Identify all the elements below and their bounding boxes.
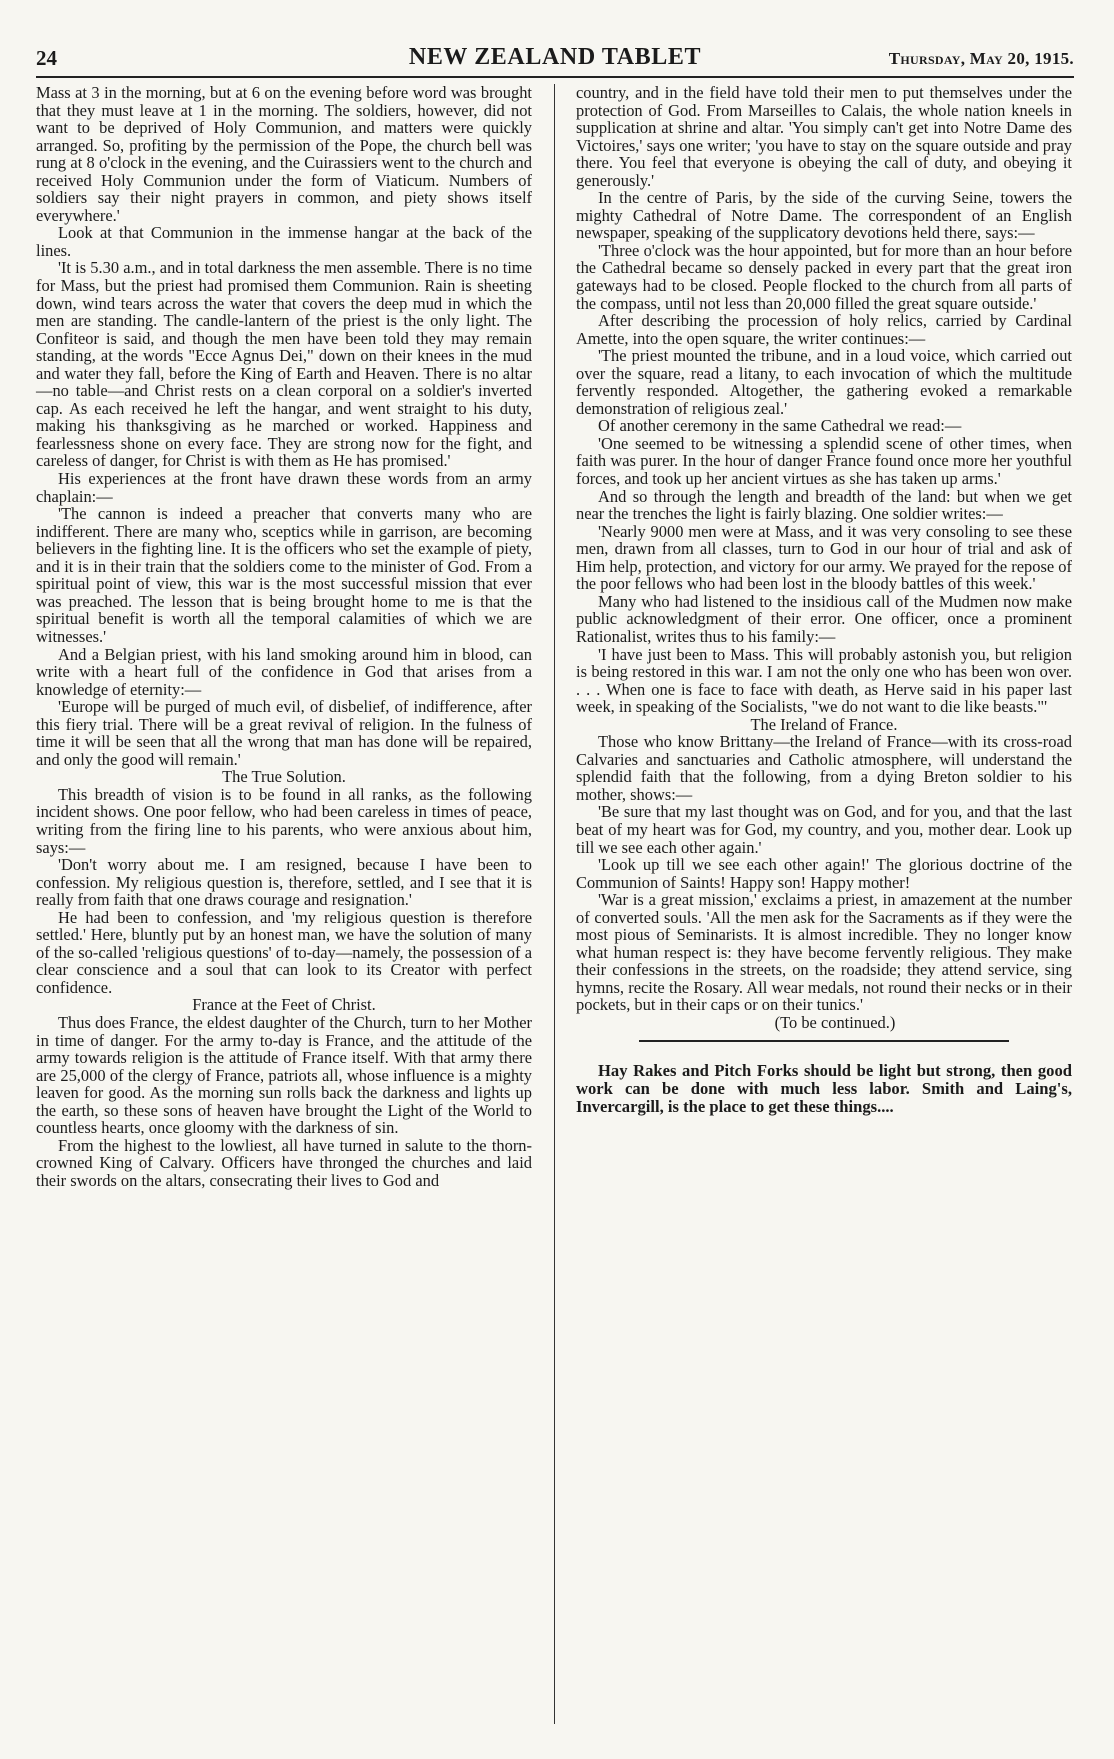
issue-date: Thursday, May 20, 1915. [888, 49, 1074, 68]
paragraph: Of another ceremony in the same Cathedral we read:— [598, 416, 962, 436]
paragraph: From the highest to the lowliest, all have turned in salute to the thorn-crowned King of Calvary. Officers have thronged the churches and laid their swords on the altars, consecrating their lives to God and [36, 1135, 532, 1190]
paragraph: 'It is 5.30 a.m., and in total darkness the men assemble. There is no time for Mass, but the priest had promised them Communion. Rain is sheeting down, wind tears across the water that covers the deep mud in which the men are standing. The candle-lantern of the priest is the only light. The Confiteor is said, and though the men have been told they may remain standing, at the words "Ecce Agnus Dei," down on their knees in the mud and water they fall, before the King of Earth and Heaven. There is no altar—no table—and Christ rests on a clean corporal on a soldier's inverted cap. As each received he left the hangar, and went straight to his duty, making his thanksgiving as he marched or worked. Happiness and fearlessness shone on every face. They are strong now for the fight, and careless of danger, for Christ is with them as He has promised.' [36, 258, 532, 471]
paragraph: Thus does France, the eldest daughter of the Church, turn to her Mother in time of danger. For the army to-day is France, and the attitude of the army towards religion is the attitude of France itself. With that army there are 25,000 of the clergy of France, patriots all, whose influence is a mighty leaven for good. As the morning sun rolls back the darkness and lights up the earth, so these sons of heaven have brought the Light of the World to countless hearts, once gloomy with the darkness of sin. [36, 1012, 532, 1138]
masthead [36, 44, 1074, 78]
paragraph: 'Be sure that my last thought was on God, and for you, and that the last beat of my heart was for God, my country, and you, mother dear. Look up till we see each other again.' [576, 802, 1072, 857]
paragraph: Mass at 3 in the morning, but at 6 on the evening before word was brought that they must leave at 1 in the morning. The soldiers, however, did not want to be deprived of Holy Communion, and matters were quickly arranged. So, profiting by the permission of the Pope, the church bell was rung at 8 o'clock in the evening, and the Cuirassiers went to the church and received Holy Communion under the form of Viaticum. Numbers of soldiers say their night prayers in common, and piety shows itself everywhere.' [36, 83, 532, 225]
paper-title: NEW ZEALAND TABLET [408, 44, 702, 70]
paragraph: He had been to confession, and 'my religious question is therefore settled.' Here, bluntly put by an honest man, we have the solution of many of the so-called 'religious questions' of to-day—namely, the possession of a clear conscience and a soul that can look to its Creator with perfect confidence. [36, 907, 532, 997]
paragraph: 'One seemed to be witnessing a splendid scene of other times, when faith was purer. In the hour of danger France found once more her youthful forces, and took up her ancient virtues as she has taken up arms.' [576, 433, 1072, 489]
paragraph: 'Europe will be purged of much evil, of disbelief, of indifference, after this fiery trial. There will be a great revival of religion. In the fulness of time it will be seen that all the wrong that man has done will be repaired, and only the good will remain.' [36, 697, 532, 769]
paragraph: 'The cannon is indeed a preacher that converts many who are indifferent. There are many who, sceptics while in garrison, are becoming believers in the fighting line. It is the officers who set the example of piety, and it is in their train that the soldiers come to the minister of God. From a spiritual point of view, this war is the most successful mission that ever was preached. The lesson that is being brought home to me is that the spiritual benefit is worth all the temporal calamities of which we are witnesses.' [36, 504, 532, 646]
paragraph: Those who know Brittany—the Ireland of France—with its cross-road Calvaries and sanctuaries and Catholic atmosphere, will understand the splendid faith that the following, from a dying Breton soldier to his mother, shows:— [576, 732, 1072, 804]
paragraph: In the centre of Paris, by the side of the curving Seine, towers the mighty Cathedral of Notre Dame. The correspondent of an English newspaper, speaking of the supplicatory devotions held there, says:— [576, 188, 1072, 243]
page-number: 24 [36, 46, 57, 70]
paragraph: 'Don't worry about me. I am resigned, because I have been to confession. My religious question is, therefore, settled, and I see that it is really from faith that one draws courage and resignation.' [36, 855, 532, 910]
section-heading: France at the Feet of Christ. [192, 995, 376, 1015]
section-heading: The True Solution. [222, 767, 346, 787]
paragraph: 'Look up till we see each other again!' The glorious doctrine of the Communion of Saints! Happy son! Happy mother! [576, 855, 1072, 892]
left-column [36, 84, 532, 1189]
column-divider [554, 84, 555, 1724]
paragraph: 'Three o'clock was the hour appointed, but for more than an hour before the Cathedral became so densely packed in every part that the great iron gateways had to be closed. People flocked to the church from all parts of the compass, until not less than 20,000 filled the great square outside.' [576, 240, 1072, 313]
section-heading: The Ireland of France. [750, 714, 898, 734]
paragraph: This breadth of vision is to be found in all ranks, as the following incident shows. One poor fellow, who had been careless in times of peace, writing from the firing line to his parents, who were anxious about him, says:— [36, 784, 532, 857]
paragraph: 'I have just been to Mass. This will probably astonish you, but religion is being restored in this war. I am not the only one who has been won over. . . . When one is face to face with death, as Herve said in his paper last week, in speaking of the Socialists, "we do not want to die like beasts."' [576, 644, 1072, 717]
advertisement: Hay Rakes and Pitch Forks should be light but strong, then good work can be done with much less labor. Smith and Laing's, Invercargill, is the place to get these things.... [576, 1060, 1072, 1116]
paragraph: country, and in the field have told their men to put themselves under the protection of God. From Marseilles to Calais, the whole nation kneels in supplication at shrine and altar. 'You simply can't get into Notre Dame des Victoires,' says one writer; 'you have to stay on the square outside and pray there. You feel that everyone is obeying the call of duty, and obeying it generously.' [576, 83, 1072, 190]
paragraph: And so through the length and breadth of the land: but when we get near the trenches the light is fairly blazing. One soldier writes:— [576, 486, 1072, 524]
paragraph: And a Belgian priest, with his land smoking around him in blood, can write with a heart full of the confidence in God that arises from a knowledge of eternity:— [36, 644, 532, 699]
right-column [576, 84, 1072, 1116]
paragraph: Look at that Communion in the immense hangar at the back of the lines. [36, 223, 532, 260]
paragraph: 'The priest mounted the tribune, and in a loud voice, which carried out over the square, read a litany, to each invocation of which the multitude fervently responded. Altogether, the gathering evoked a remarkable demonstration of religious zeal.' [576, 346, 1072, 418]
continued-note: (To be continued.) [774, 1012, 896, 1032]
paragraph: His experiences at the front have drawn these words from an army chaplain:— [36, 469, 532, 506]
end-rule [639, 1040, 1009, 1042]
paragraph: Many who had listened to the insidious call of the Mudmen now make public acknowledgment of their error. One officer, once a prominent Rationalist, writes thus to his family:— [576, 591, 1072, 646]
paragraph: 'Nearly 9000 men were at Mass, and it was very consoling to see these men, drawn from all classes, turn to God in our hour of trial and ask of Him help, protection, and victory for our army. We prayed for the repose of the poor fellows who had been lost in the bloody battles of this week.' [576, 521, 1072, 594]
paragraph: 'War is a great mission,' exclaims a priest, in amazement at the number of converted souls. 'All the men ask for the Sacraments as if they were the most pious of Seminarists. It is almost incredible. They no longer know what human respect is: they have become fervently religious. They make their confessions in the streets, on the roadside; they attend service, sing hymns, recite the Rosary. All wear medals, not round their necks or in their pockets, but in their caps or on their tunics.' [576, 890, 1072, 1015]
paragraph: After describing the procession of holy relics, carried by Cardinal Amette, into the open square, the writer continues:— [576, 311, 1072, 348]
